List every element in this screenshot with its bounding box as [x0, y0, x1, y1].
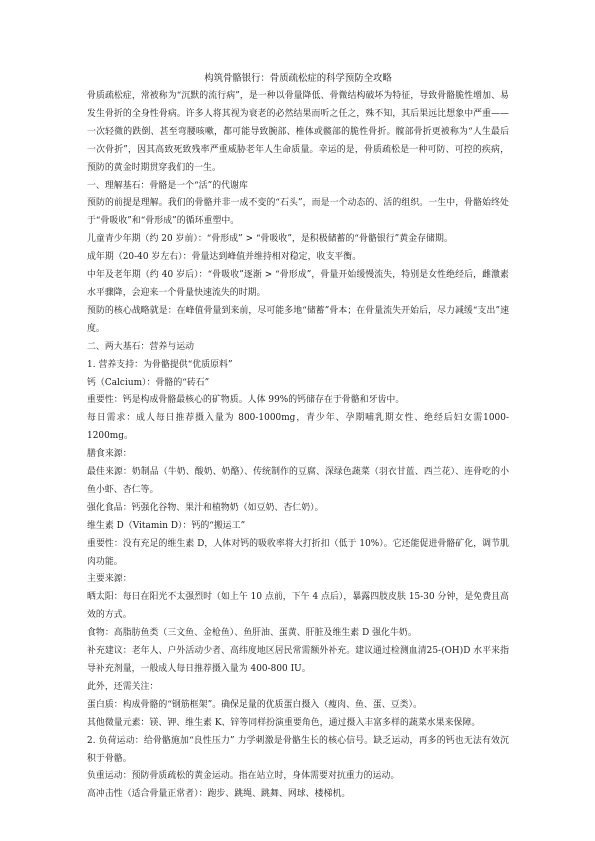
subsection-heading: 1. 营养支持：为骨骼提供“优质原料”: [87, 359, 233, 370]
paragraph: 补充建议：老年人、户外活动少者、高纬度地区居民常需额外补充。建议通过检测血清25-(OH)D 水平来指导补充剂量，一般成人每日推荐摄入量为 400-800 IU。: [87, 646, 509, 674]
paragraph: 重要性：钙是构成骨骼最核心的矿物质。人体 99%的钙储存在于骨骼和牙齿中。: [87, 395, 405, 406]
item-heading: 钙（Calcium）：骨骼的“砖石”: [87, 377, 210, 388]
paragraph: 成年期（20-40 岁左右）：骨量达到峰值并维持相对稳定，收支平衡。: [87, 252, 362, 263]
paragraph: 预防的前提是理解。我们的骨骼并非一成不变的“石头”，而是一个动态的、活的组织。一生中，骨骼始终处于“骨吸收”和“骨形成”的循环重塑中。: [87, 198, 509, 227]
paragraph: 强化食品：钙强化谷物、果汁和植物奶（如豆奶、杏仁奶）。: [87, 502, 324, 513]
paragraph: 其他微量元素：镁、钾、维生素 K、锌等同样扮演重要角色，通过摄入丰富多样的蔬菜水果来保障。: [87, 717, 481, 728]
paragraph: 预防的核心战略就是：在峰值骨量到来前，尽可能多地“储蓄”骨本；在骨量流失开始后，尽力减缓“支出”速度。: [87, 305, 509, 334]
document-title: 构筑骨骼银行：骨质疏松症的科学预防全攻略: [204, 73, 392, 84]
section-heading-1: 一、理解基石：骨骼是一个“活”的代谢库: [87, 180, 248, 191]
paragraph: 最佳来源：奶制品（牛奶、酸奶、奶酪）、传统制作的豆腐、深绿色蔬菜（羽衣甘蓝、西兰花）、连骨吃的小鱼小虾、杏仁等。: [87, 467, 509, 495]
subsection-heading: 2. 负荷运动：给骨骼施加“良性压力” 力学刺激是骨骼生长的核心信号。缺乏运动，再多的钙也无法有效沉积于骨骼。: [87, 735, 509, 764]
paragraph: 高冲击性（适合骨量正常者）：跑步、跳绳、跳舞、网球、楼梯机。: [87, 789, 351, 800]
paragraph: 此外，还需关注：: [87, 681, 159, 692]
intro-paragraph: 骨质疏松症，常被称为“沉默的流行病”，是一种以骨量降低、骨微结构破坏为特征，导致骨骼脆性增加、易发生骨折的全身性骨病。许多人将其视为衰老的必然结果而听之任之，殊不知，其后果远比想象中严重——一次轻微的跌倒、甚至弯腰咳嗽，都可能导致腕部、椎体或髋部的脆性骨折。髋部骨折更被称为“人生最后一次骨折”，因其高致死致残率严重威胁老年人生命质量。幸运的是，骨质疏松是一种可防、可控的疾病，预防的黄金时期贯穿我们的一生。: [87, 91, 509, 173]
paragraph: 重要性：没有充足的维生素 D，人体对钙的吸收率将大打折扣（低于 10%）。它还能促进骨骼矿化，调节肌肉功能。: [87, 538, 509, 567]
section-heading-2: 二、两大基石：营养与运动: [87, 341, 195, 352]
paragraph: 膳食来源：: [87, 449, 132, 460]
paragraph: 蛋白质：构成骨骼的“钢筋框架”。确保足量的优质蛋白摄入（瘦肉、鱼、蛋、豆类）。: [87, 699, 422, 710]
paragraph: 晒太阳：每日在阳光不太强烈时（如上午 10 点前，下午 4 点后），暴露四肢皮肤 15-30 分钟，是免费且高效的方式。: [87, 592, 509, 621]
paragraph: 中年及老年期（约 40 岁后）：“骨吸收”逐渐 > “骨形成”，骨量开始缓慢流失，特别是女性绝经后，雌激素水平骤降，会迎来一个骨量快速流失的时期。: [87, 270, 509, 298]
paragraph: 儿童青少年期（约 20 岁前）：“骨形成” > “骨吸收”，是积极储蓄的“骨骼银行”黄金存储期。: [87, 234, 453, 245]
paragraph: 每日需求：成人每日推荐摄入量为 800-1000mg，青少年、孕期哺乳期女性、绝经后妇女需1000-1200mg。: [87, 413, 509, 442]
paragraph: 主要来源：: [87, 574, 132, 585]
paragraph: 负重运动：预防骨质疏松的黄金运动。指在站立时，身体需要对抗重力的运动。: [87, 771, 400, 782]
paragraph: 食物：高脂肪鱼类（三文鱼、金枪鱼）、鱼肝油、蛋黄、肝脏及维生素 D 强化牛奶。: [87, 628, 417, 639]
document-body: [87, 88, 509, 804]
item-heading: 维生素 D（Vitamin D）：钙的“搬运工”: [87, 520, 246, 531]
document-page: [87, 70, 509, 804]
